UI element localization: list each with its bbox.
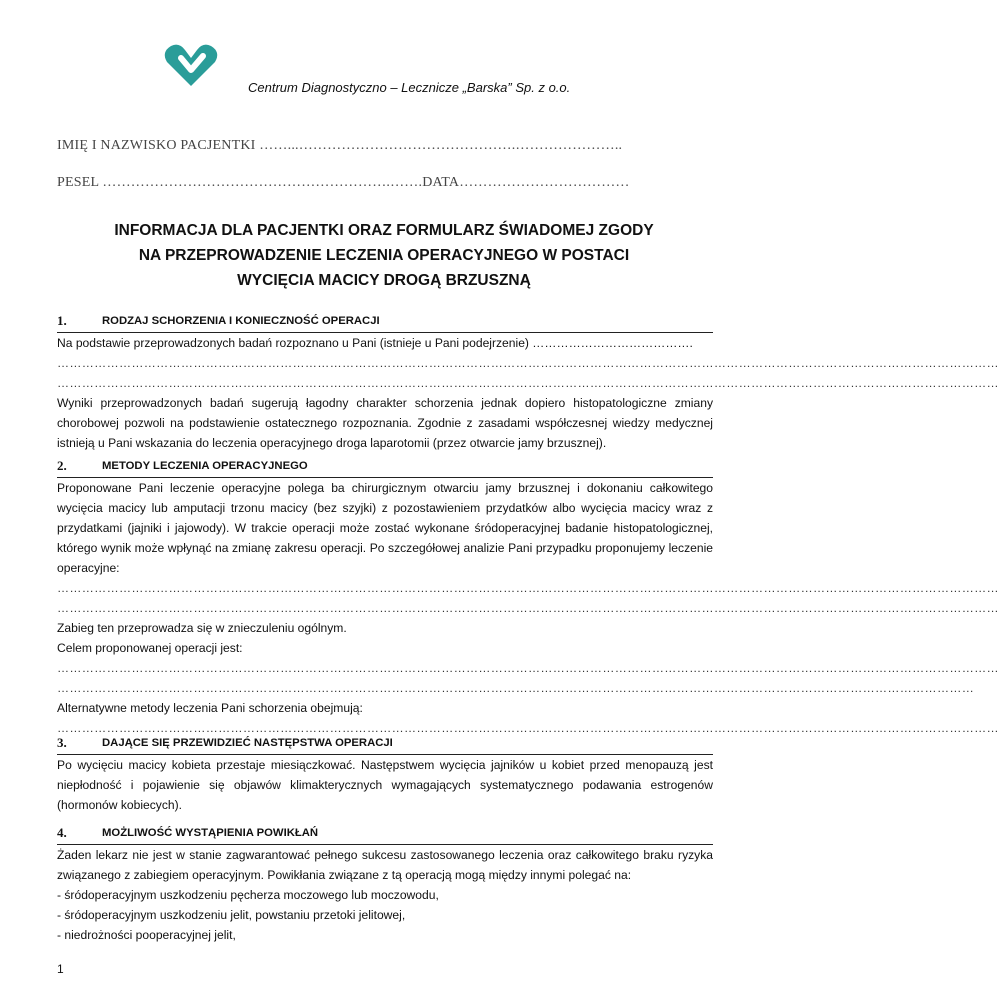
section-3 (57, 733, 713, 815)
section-title: RODZAJ SCHORZENIA I KONIECZNOŚĆ OPERACJI (102, 315, 380, 327)
section-number: 1. (57, 313, 67, 328)
paragraph: Po wycięciu macicy kobieta przestaje miesiączkować. Następstwem wycięcia jajników u kobiet przed menopauzą jest niepłodność i pojawienie się objawów klimakterycznych wymagających systematycznego podawania estrogenów (hormonów kobiecych). (57, 758, 713, 812)
list-item: - śródoperacyjnym uszkodzeniu pęcherza moczowego lub moczowodu, (57, 888, 439, 902)
heart-logo-icon (163, 44, 219, 88)
fill-in-line: ………………………………………………………………………………………………………………………………………………………………………………………………………… (57, 661, 999, 675)
section-4 (57, 823, 713, 945)
pesel-date-field: PESEL …………………………………………………….…….DATA……………………………… (57, 175, 630, 190)
section-number: 2. (57, 458, 67, 473)
section-title: MOŻLIWOŚĆ WYSTĄPIENIA POWIKŁAŃ (102, 827, 319, 839)
title-line-1: INFORMACJA DLA PACJENTKI ORAZ FORMULARZ ŚWIADOMEJ ZGODY (114, 222, 654, 239)
section-1 (57, 311, 999, 453)
clinic-name: Centrum Diagnostyczno – Lecznicze „Barska” Sp. z o.o. (248, 80, 571, 95)
section-heading (57, 456, 713, 478)
document-title (0, 218, 768, 293)
section-number: 3. (57, 735, 67, 750)
fill-in-line: ………………………………………………………………………………………………………………………………………………………………………………………………………… (57, 601, 999, 615)
fill-in-line: ………………………………………………………………………………………………………………………………………………………………………………………………………… (57, 581, 999, 595)
paragraph: Celem proponowanej operacji jest: (57, 641, 243, 655)
section-heading (57, 311, 713, 333)
paragraph: Wyniki przeprowadzonych badań sugerują łagodny charakter schorzenia jednak dopiero histopatologiczne zmiany chorobowej pozwoli na podstawienie ostatecznego rozpoznania. Zgodnie z zasadami współczesnej wiedzy medycznej istnieją u Pani wskazania do leczenia operacyjnego droga laparotomii (przez otwarcie jamy brzusznej). (57, 396, 713, 450)
title-line-3: WYCIĘCIA MACICY DROGĄ BRZUSZNĄ (237, 272, 531, 289)
page-number: 1 (57, 962, 64, 976)
section-heading (57, 823, 713, 845)
patient-name-field: IMIĘ I NAZWISKO PACJENTKI ……...……………………………………….………………….. (57, 138, 623, 153)
fill-in-line: ………………………………………………………………………………………………………………………………………………………………………………………………………… (57, 376, 999, 390)
section-heading (57, 733, 713, 755)
fill-in-line: ………………………………………………………………………………………………………………………………………………………………………………………………………… (57, 356, 999, 370)
fill-in-line: …………………………………………………………………………………………………………………………………………………………………………………………………… (57, 681, 975, 695)
paragraph: Żaden lekarz nie jest w stanie zagwarantować pełnego sukcesu zastosowanego leczenia oraz całkowitego braku ryzyka związanego z zabiegiem operacyjnym. Powikłania związane z tą operacją mogą między innymi polegać na: (57, 848, 713, 882)
section-2 (57, 456, 999, 738)
paragraph: Alternatywne metody leczenia Pani schorzenia obejmują: (57, 701, 363, 715)
fill-in-line: ………………………………………………………………………………………………………………………………………………………………………………………………………… (57, 721, 999, 735)
paragraph: Na podstawie przeprowadzonych badań rozpoznano u Pani (istnieje u Pani podejrzenie) …………………………………. (57, 336, 693, 350)
paragraph: Zabieg ten przeprowadza się w znieczuleniu ogólnym. (57, 621, 347, 635)
section-title: METODY LECZENIA OPERACYJNEGO (102, 460, 308, 472)
list-item: - niedrożności pooperacyjnej jelit, (57, 928, 236, 942)
section-title: DAJĄCE SIĘ PRZEWIDZIEĆ NASTĘPSTWA OPERACJI (102, 737, 393, 749)
paragraph: Proponowane Pani leczenie operacyjne polega ba chirurgicznym otwarciu jamy brzusznej i dokonaniu całkowitego wycięcia macicy lub amputacji trzonu macicy (bez szyjki) z pozostawieniem przydatków albo wycięcia macicy wraz z przydatkami (jajniki i jajowody). W trakcie operacji może zostać wykonane śródoperacyjnej badanie histopatologicznej, którego wynik może wpłynąć na zmianę zakresu operacji. Po szczegółowej analizie Pani przypadku proponujemy leczenie operacyjne: (57, 481, 713, 575)
list-item: - śródoperacyjnym uszkodzeniu jelit, powstaniu przetoki jelitowej, (57, 908, 406, 922)
title-line-2: NA PRZEPROWADZENIE LECZENIA OPERACYJNEGO W POSTACI (138, 247, 630, 264)
section-number: 4. (57, 825, 67, 840)
